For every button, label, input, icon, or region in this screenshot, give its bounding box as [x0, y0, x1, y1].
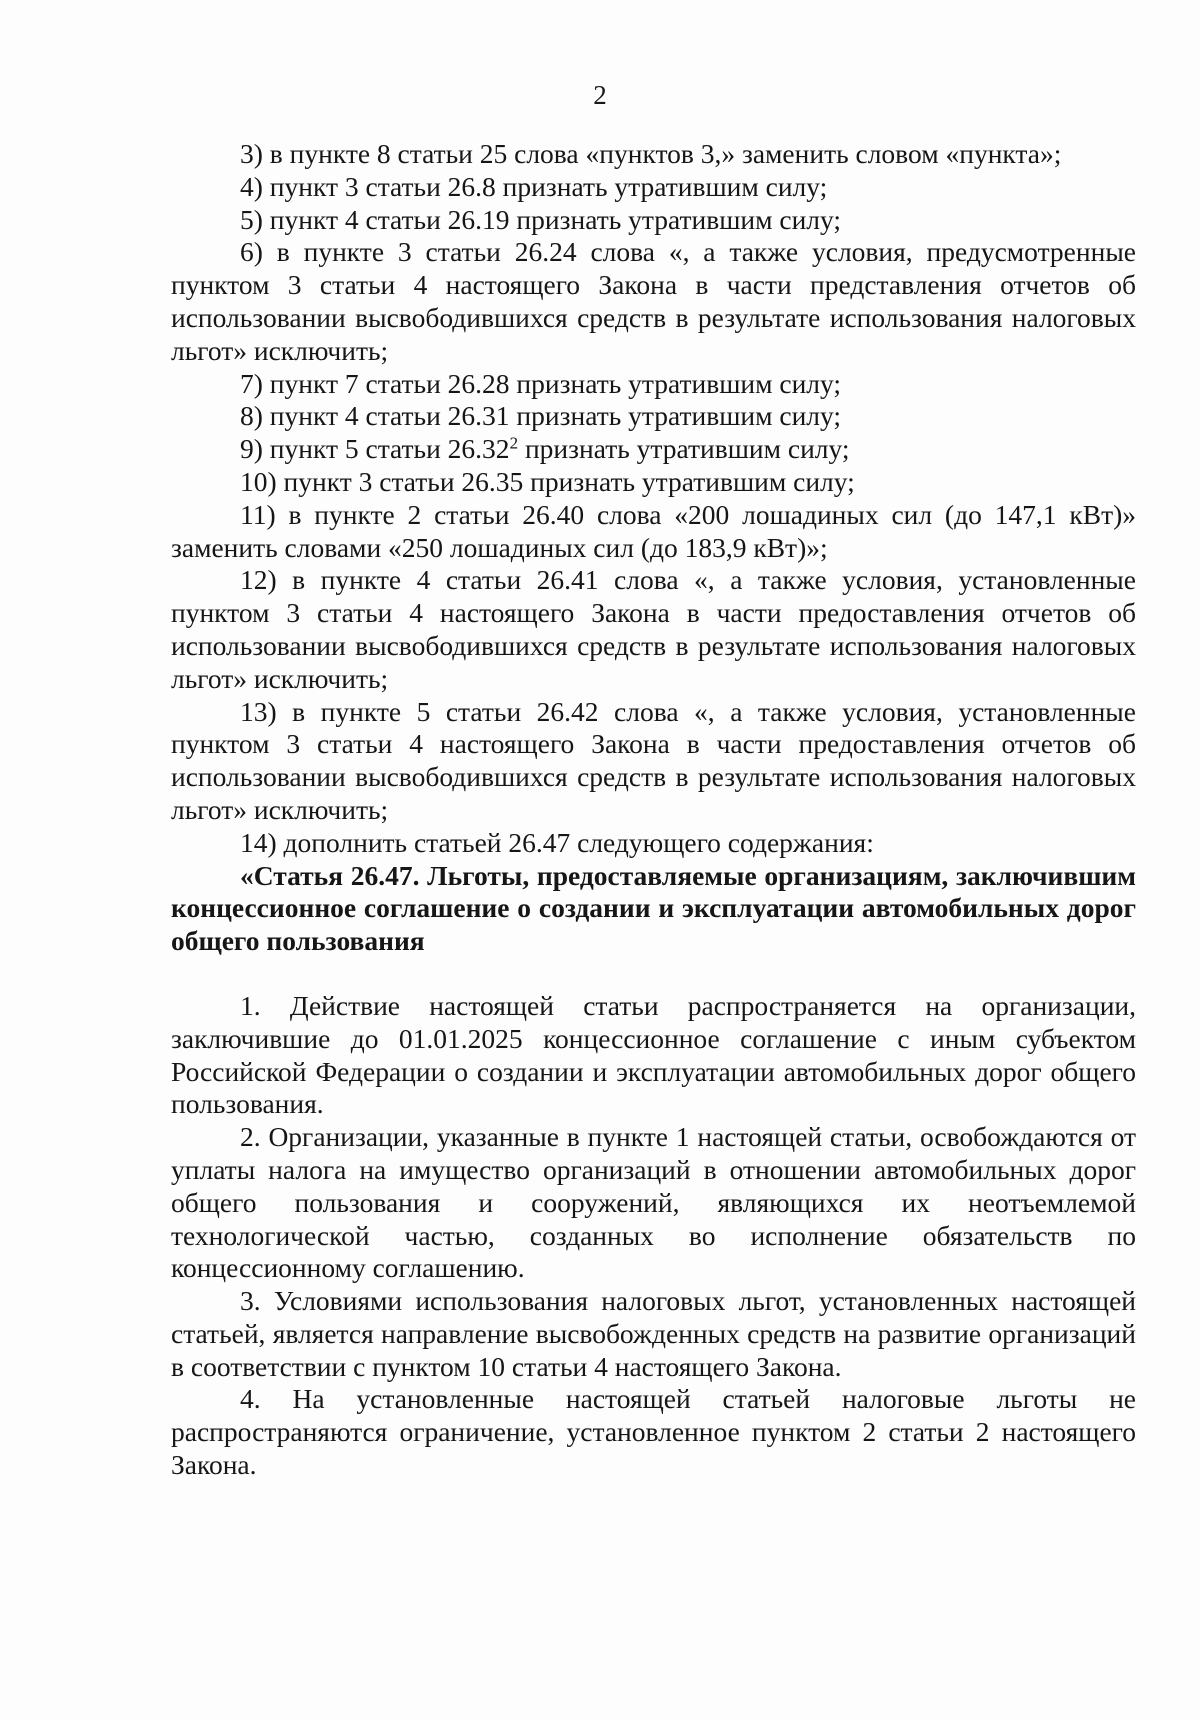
- article-point-3: 3. Условиями использования налоговых льгот, установленных настоящей статьей, является направление высвобожденных средств на развитие организаций в соответствии с пунктом 10 статьи 4 настоящего Закона.: [171, 1285, 1136, 1382]
- list-item-7: 7) пункт 7 статьи 26.28 признать утратившим силу;: [240, 367, 842, 399]
- list-item-8: 8) пункт 4 статьи 26.31 признать утратившим силу;: [240, 400, 842, 432]
- article-point-4: 4. На установленные настоящей статьей налоговые льготы не распространяются ограничение, установленное пунктом 2 статьи 2 настоящего Закона.: [171, 1383, 1136, 1481]
- list-item-13: 13) в пункте 5 статьи 26.42 слова «, а также условия, установленные пунктом 3 статьи 4 настоящего Закона в части предоставления отчетов об использовании высвободившихся средств в результате использования налоговых льгот» исключить;: [171, 695, 1136, 825]
- list-item-6: 6) в пункте 3 статьи 26.24 слова «, а также условия, предусмотренные пунктом 3 статьи 4 настоящего Закона в части представления отчетов об использовании высвободившихся средств в результате использования налоговых льгот» исключить;: [171, 236, 1136, 366]
- article-heading: «Статья 26.47. Льготы, предоставляемые организациям, заключившим концессионное соглашение о создании и эксплуатации автомобильных дорог общего пользования: [171, 859, 1136, 957]
- list-item-9: [171, 433, 1136, 466]
- list-item-9-text: 9) пункт 5 статьи 26.32: [240, 433, 510, 465]
- list-item-5: 5) пункт 4 статьи 26.19 признать утратившим силу;: [240, 203, 842, 235]
- article-point-2: 2. Организации, указанные в пункте 1 настоящей статьи, освобождаются от уплаты налога на имущество организаций в отношении автомобильных дорог общего пользования и сооружений, являющихся их неотъемлемой технологической частью, созданных во исполнение обязательств по концессионному соглашению.: [171, 1121, 1136, 1284]
- list-item-9-text-end: признать утратившим силу;: [518, 433, 850, 465]
- list-item-4: 4) пункт 3 статьи 26.8 признать утратившим силу;: [240, 170, 828, 202]
- article-point-1: 1. Действие настоящей статьи распространяется на организации, заключившие до 01.01.2025 концессионное соглашение с иным субъектом Российской Федерации о создании и эксплуатации автомобильных дорог общего пользования.: [171, 989, 1136, 1120]
- list-item-14: 14) дополнить статьей 26.47 следующего содержания:: [240, 826, 874, 858]
- list-item-11: 11) в пункте 2 статьи 26.40 слова «200 лошадиных сил (до 147,1 кВт)» заменить словами «250 лошадиных сил (до 183,9 кВт)»;: [171, 498, 1136, 563]
- list-item-10: 10) пункт 3 статьи 26.35 признать утратившим силу;: [240, 465, 855, 497]
- list-item-3: 3) в пункте 8 статьи 25 слова «пунктов 3,» заменить словом «пункта»;: [240, 138, 1062, 169]
- list-item-9-superscript: 2: [509, 433, 519, 453]
- list-item-12: 12) в пункте 4 статьи 26.41 слова «, а также условия, установленные пунктом 3 статьи 4 настоящего Закона в части предоставления отчетов об использовании высвободившихся средств в результате использования налоговых льгот» исключить;: [171, 564, 1136, 694]
- document-body: [171, 138, 1136, 1482]
- page-number: 2: [593, 80, 607, 110]
